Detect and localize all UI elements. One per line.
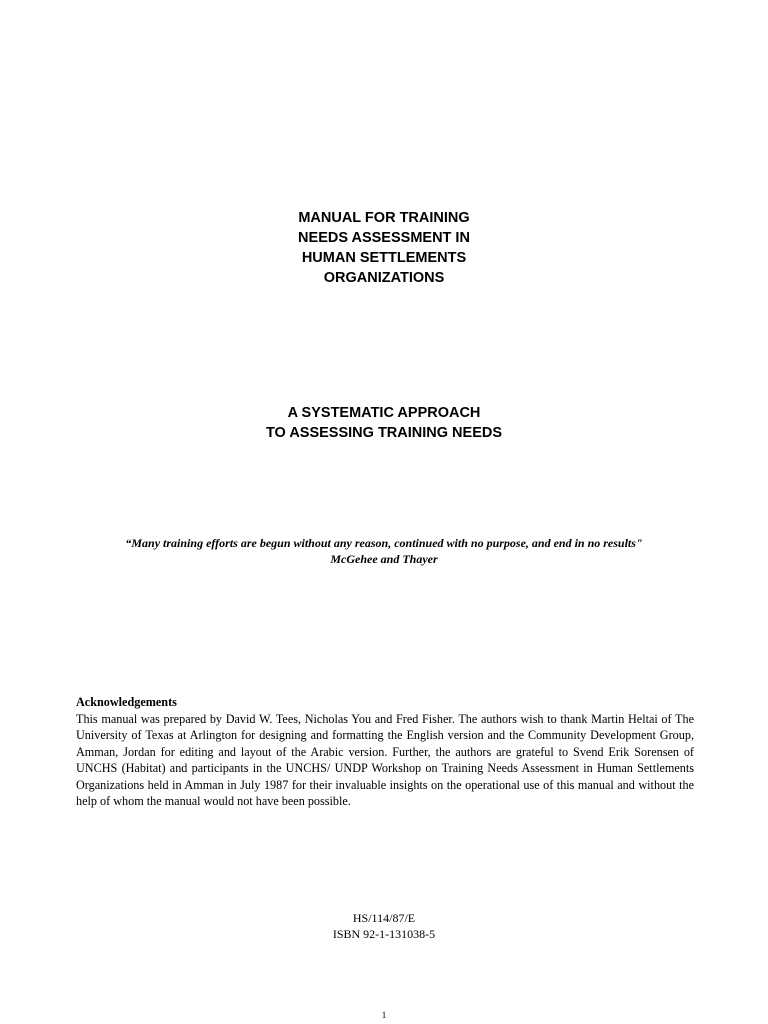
title-line-3: HUMAN SETTLEMENTS xyxy=(301,250,467,266)
title-line-1: MANUAL FOR TRAINING xyxy=(298,210,470,226)
quote-attribution: McGehee and Thayer xyxy=(330,552,438,566)
document-title xyxy=(0,208,768,288)
page-number: 1 xyxy=(381,1010,387,1020)
document-number: HS/114/87/E xyxy=(352,911,416,925)
title-line-2: NEEDS ASSESSMENT IN xyxy=(298,230,470,246)
subtitle-line-2: TO ASSESSING TRAINING NEEDS xyxy=(265,425,503,441)
document-subtitle xyxy=(0,403,768,443)
acknowledgements-heading: Acknowledgements xyxy=(76,695,177,709)
isbn-number: ISBN 92-1-131038-5 xyxy=(332,927,436,941)
subtitle-line-1: A SYSTEMATIC APPROACH xyxy=(287,405,481,421)
publication-codes xyxy=(0,910,768,942)
acknowledgements-section xyxy=(76,694,694,810)
title-line-4: ORGANIZATIONS xyxy=(323,270,445,286)
epigraph-quote xyxy=(0,535,768,567)
acknowledgements-body: This manual was prepared by David W. Tees, Nicholas You and Fred Fisher. The authors wish to thank Martin Heltai of The University of Texas at Arlington for designing and formatting the English version and the Community Development Group, Amman, Jordan for editing and layout of the Arabic version. Further, the authors are grateful to Svend Erik Sorensen of UNCHS (Habitat) and participants in the UNCHS/ UNDP Workshop on Training Needs Assessment in Human Settlements Organizations held in Amman in July 1987 for their invaluable insights on the operational use of this manual and without the help of whom the manual would not have been possible. xyxy=(76,711,694,808)
quote-text: “Many training efforts are begun without any reason, continued with no purpose, and end in no results" xyxy=(125,536,643,550)
